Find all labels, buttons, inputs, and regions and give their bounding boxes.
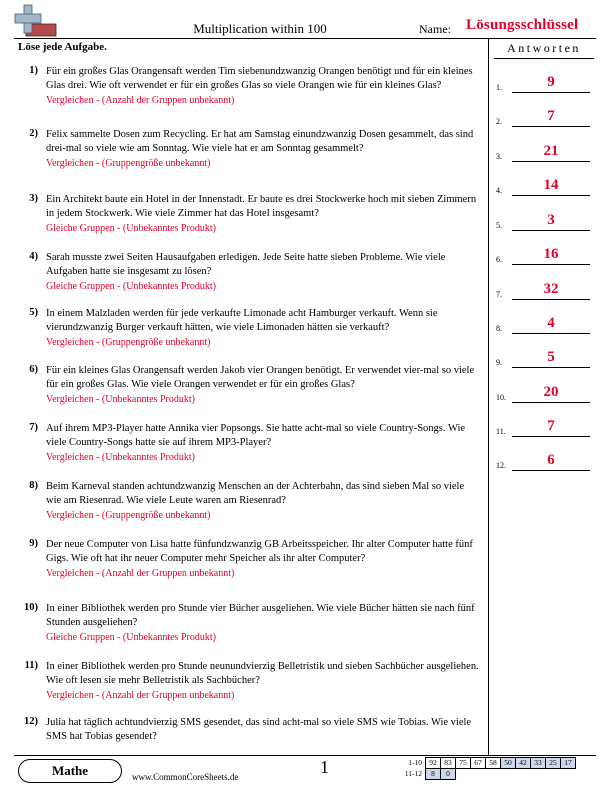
question-type-tag: Gleiche Gruppen - (Unbekanntes Produkt) [46, 632, 216, 643]
answer-number: 6. [496, 255, 502, 264]
answer-number: 9. [496, 358, 502, 367]
score-blank [456, 769, 471, 780]
score-cell: 8 [426, 769, 441, 780]
question-5 [20, 307, 480, 349]
question-number: 3) [29, 193, 38, 204]
score-row-1-10 [394, 758, 576, 769]
question-text: In einem Malzladen werden für jede verkaufte Limonade acht Hamburger verkauft. Wenn sie vierundzwanzig Burger verkauft hätten, wie viele Limonaden hätten sie verkauft? [46, 308, 438, 333]
question-type-tag: Vergleichen - (Gruppengröße unbekannt) [46, 510, 211, 521]
score-blank [546, 769, 561, 780]
answers-heading: Antworten [507, 41, 581, 55]
score-blank [561, 769, 576, 780]
question-3 [20, 193, 480, 235]
footer-divider [14, 755, 596, 756]
question-type-tag: Vergleichen - (Anzahl der Gruppen unbekannt) [46, 95, 235, 106]
question-text: Sarah musste zwei Seiten Hausaufgaben erledigen. Jede Seite hatte sieben Probleme. Wie viele Aufgaben hatte sie insgesamt zu lösen? [46, 252, 446, 277]
answer-8 [496, 316, 596, 334]
answer-value: 9 [547, 74, 555, 90]
answer-value: 5 [547, 349, 555, 365]
question-type-tag: Vergleichen - (Anzahl der Gruppen unbekannt) [46, 568, 235, 579]
worksheet-title: Multiplication within 100 [193, 21, 327, 36]
score-cell: 25 [546, 758, 561, 769]
answer-value: 7 [547, 418, 555, 434]
question-text: Für ein kleines Glas Orangensaft werden Jakob vier Orangen benötigt. Er verwendet vier-mal so viele für ein großes Glas. Wie viele Orangen verwendet er für ein großes Glas? [46, 365, 475, 390]
answer-line [512, 299, 590, 300]
answer-6 [496, 247, 596, 265]
question-text: Beim Karneval standen achtundzwanzig Menschen an der Achterbahn, das sind sieben Mal so viele wie am Riesenrad. Wie viele Leute waren am Riesenrad? [46, 481, 465, 506]
question-text: In einer Bibliothek werden pro Stunde neunundvierzig Belletristik und sieben Sachbücher ausgeliehen. Wie oft lesen sie mehr Belletristik als Sachbücher? [46, 661, 479, 686]
score-cell: 0 [441, 769, 456, 780]
answer-line [512, 333, 590, 334]
question-number: 9) [29, 538, 38, 549]
answer-line [512, 402, 590, 403]
score-blank [516, 769, 531, 780]
question-number: 11) [24, 660, 38, 671]
question-number: 2) [29, 128, 38, 139]
score-table [394, 757, 576, 780]
answer-value: 21 [543, 143, 559, 159]
answer-5 [496, 213, 596, 231]
question-2 [20, 128, 480, 170]
answer-value: 32 [543, 281, 559, 297]
question-type-tag: Gleiche Gruppen - (Unbekanntes Produkt) [46, 281, 216, 292]
score-blank [471, 769, 486, 780]
column-divider [488, 39, 489, 755]
question-text: Auf ihrem MP3-Player hatte Annika vier Popsongs. Sie hatte acht-mal so viele Country-Songs. Wie viele Country-Songs hatte sie auf ihrem MP3-Player? [46, 423, 466, 448]
answer-4 [496, 178, 596, 196]
question-type-tag: Vergleichen - (Unbekanntes Produkt) [46, 452, 195, 463]
instructions: Löse jede Aufgabe. [18, 41, 107, 53]
question-text: Für ein großes Glas Orangensaft werden Tim siebenundzwanzig Orangen benötigt und für ein kleines Glas drei. Wie oft verwendet er für ein großes Glas so viele Orangen wie für ein kleines Glas? [46, 66, 473, 91]
answer-line [512, 470, 590, 471]
question-text: In einer Bibliothek werden pro Stunde vier Bücher ausgeliehen. Wie viele Bücher hätten sie nach fünf Stunden ausgeliehen? [46, 603, 475, 628]
question-6 [20, 364, 480, 406]
answer-line [512, 436, 590, 437]
score-cell: 17 [561, 758, 576, 769]
question-type-tag: Vergleichen - (Anzahl der Gruppen unbekannt) [46, 690, 235, 701]
answers-heading-underline [494, 58, 594, 59]
question-number: 6) [29, 364, 38, 375]
plus-sign-logo-icon [14, 4, 58, 38]
answer-10 [496, 385, 596, 403]
question-12 [20, 716, 480, 743]
answer-number: 1. [496, 83, 502, 92]
answer-number: 2. [496, 117, 502, 126]
subject-badge: Mathe [18, 759, 122, 783]
name-label: Name: [419, 22, 451, 36]
page-number: 1 [320, 757, 329, 777]
question-type-tag: Vergleichen - (Gruppengröße unbekannt) [46, 337, 211, 348]
question-1 [20, 65, 480, 107]
answer-value: 7 [547, 108, 555, 124]
answer-3 [496, 144, 596, 162]
score-cell: 50 [501, 758, 516, 769]
score-cell: 92 [426, 758, 441, 769]
answer-1 [496, 75, 596, 93]
question-4 [20, 251, 480, 293]
score-row-label: 11-12 [404, 769, 422, 778]
question-number: 5) [29, 307, 38, 318]
score-blank [501, 769, 516, 780]
question-number: 1) [29, 65, 38, 76]
score-cell: 75 [456, 758, 471, 769]
question-9 [20, 538, 480, 580]
question-type-tag: Gleiche Gruppen - (Unbekanntes Produkt) [46, 223, 216, 234]
answer-key-title: Lösungsschlüssel [466, 17, 579, 33]
question-type-tag: Vergleichen - (Unbekanntes Produkt) [46, 394, 195, 405]
answer-number: 10. [496, 393, 506, 402]
question-8 [20, 480, 480, 522]
question-text: Julia hat täglich achtundvierzig SMS gesendet, das sind acht-mal so viele SMS wie Tobias. Wie viele SMS hat Tobias gesendet? [46, 717, 472, 742]
header-divider [14, 38, 596, 39]
answer-11 [496, 419, 596, 437]
question-7 [20, 422, 480, 464]
answer-value: 16 [543, 246, 559, 262]
answer-number: 5. [496, 221, 502, 230]
answer-number: 12. [496, 461, 506, 470]
question-type-tag: Vergleichen - (Gruppengröße unbekannt) [46, 158, 211, 169]
score-cell: 58 [486, 758, 501, 769]
answer-line [512, 92, 590, 93]
score-cell: 83 [441, 758, 456, 769]
score-cell: 42 [516, 758, 531, 769]
answer-value: 20 [543, 384, 559, 400]
answer-value: 6 [547, 452, 555, 468]
question-number: 10) [24, 602, 38, 613]
answer-7 [496, 282, 596, 300]
answer-line [512, 195, 590, 196]
answer-line [512, 126, 590, 127]
score-cell: 67 [471, 758, 486, 769]
question-11 [20, 660, 480, 702]
question-text: Felix sammelte Dosen zum Recycling. Er hat am Samstag einundzwanzig Dosen gesammelt, das sind drei-mal so viele wie am Sonntag. Wie viele hat er am Sonntag gesammelt? [46, 129, 474, 154]
answer-9 [496, 350, 596, 368]
score-blank [531, 769, 546, 780]
answer-value: 14 [543, 177, 559, 193]
answer-12 [496, 453, 596, 471]
answer-line [512, 161, 590, 162]
answer-line [512, 230, 590, 231]
question-number: 7) [29, 422, 38, 433]
question-text: Ein Architekt baute ein Hotel in der Innenstadt. Er baute es drei Stockwerke hoch mit sieben Zimmern in jedem Stockwerk. Wie viele Zimmer hat das Hotel insgesamt? [46, 194, 477, 219]
question-10 [20, 602, 480, 644]
score-cell: 33 [531, 758, 546, 769]
score-row-label: 1-10 [408, 758, 422, 767]
score-blank [486, 769, 501, 780]
answer-number: 4. [496, 186, 502, 195]
answer-number: 7. [496, 290, 502, 299]
question-number: 12) [24, 716, 38, 727]
question-number: 4) [29, 251, 38, 262]
answer-number: 11. [496, 427, 506, 436]
answer-number: 8. [496, 324, 502, 333]
question-number: 8) [29, 480, 38, 491]
answer-line [512, 367, 590, 368]
question-text: Der neue Computer von Lisa hatte fünfundzwanzig GB Arbeitsspeicher. Ihr alter Computer hatte fünf Gigs. Wie oft hat ihr neuer Computer mehr Speicher als ihr alter Computer? [46, 539, 473, 564]
site-url: www.CommonCoreSheets.de [132, 772, 239, 782]
answer-2 [496, 109, 596, 127]
answer-line [512, 264, 590, 265]
answer-value: 4 [547, 315, 555, 331]
answer-number: 3. [496, 152, 502, 161]
score-row-11-12 [394, 769, 576, 780]
answer-value: 3 [547, 212, 555, 228]
